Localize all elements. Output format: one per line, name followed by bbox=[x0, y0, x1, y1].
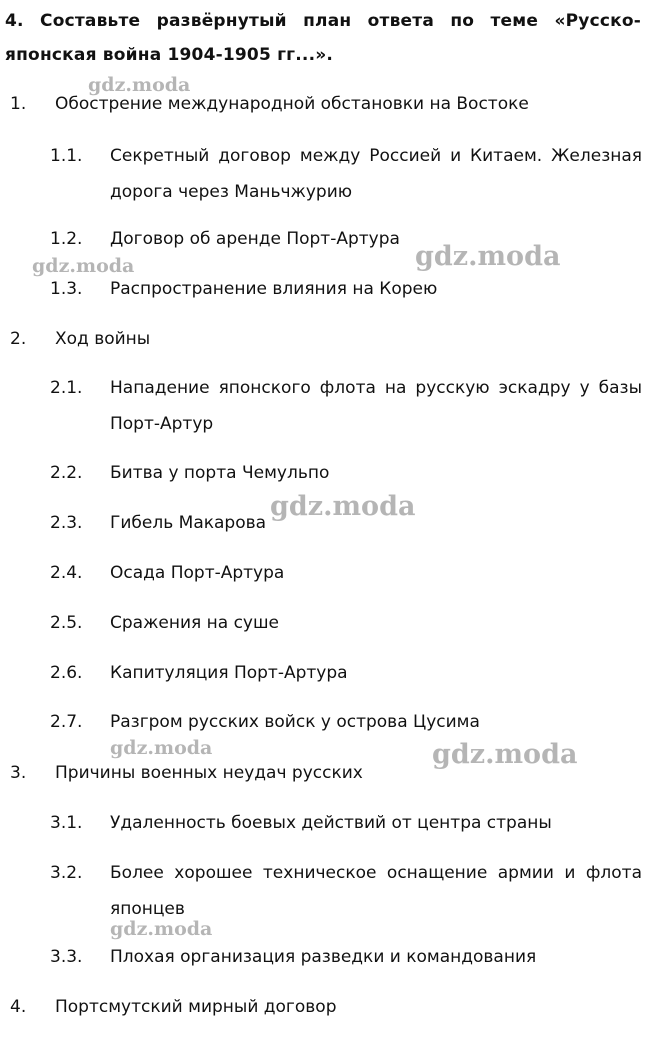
item-3-3 bbox=[0, 939, 646, 975]
item-2-6-number: 2.6. bbox=[50, 663, 83, 683]
item-3-2-number: 3.2. bbox=[50, 863, 83, 883]
item-2-2-number: 2.2. bbox=[50, 463, 83, 483]
section-4-label: Портсмутский мирный договор bbox=[55, 997, 337, 1017]
section-3-number: 3. bbox=[10, 763, 27, 783]
item-2-5-number: 2.5. bbox=[50, 613, 83, 633]
item-2-3-number: 2.3. bbox=[50, 513, 83, 533]
watermark: gdz.moda bbox=[110, 918, 213, 940]
item-1-1 bbox=[0, 138, 646, 210]
item-2-5 bbox=[0, 605, 646, 641]
item-3-1-label: Удаленность боевых действий от центра страны bbox=[110, 813, 552, 833]
item-2-6-label: Капитуляция Порт-Артура bbox=[110, 663, 348, 683]
item-2-3-label: Гибель Макарова bbox=[110, 513, 267, 533]
item-2-4-number: 2.4. bbox=[50, 563, 83, 583]
item-2-4-label: Осада Порт-Артура bbox=[110, 563, 285, 583]
item-2-2-label: Битва у порта Чемульпо bbox=[110, 463, 330, 483]
item-2-1 bbox=[0, 370, 646, 442]
page-title: 4. Составьте развёрнутый план ответа по теме «Русско-японская война 1904-1905 гг...». bbox=[5, 11, 641, 65]
section-1-label: Обострение международной обстановки на Востоке bbox=[55, 94, 529, 114]
watermark: gdz.moda bbox=[32, 255, 135, 277]
item-2-4 bbox=[0, 555, 646, 591]
item-2-7 bbox=[0, 704, 646, 740]
section-4-number: 4. bbox=[10, 997, 27, 1017]
item-3-2 bbox=[0, 855, 646, 927]
item-2-5-label: Сражения на суше bbox=[110, 613, 280, 633]
watermark: gdz.moda bbox=[415, 241, 561, 272]
item-2-7-label: Разгром русских войск у острова Цусима bbox=[110, 712, 480, 732]
item-3-1 bbox=[0, 805, 646, 841]
section-1 bbox=[0, 86, 646, 122]
section-2-number: 2. bbox=[10, 329, 27, 349]
item-1-3-label: Распространение влияния на Корею bbox=[110, 279, 438, 299]
item-3-1-number: 3.1. bbox=[50, 813, 83, 833]
item-2-1-label: Нападение японского флота на русскую эскадру у базы Порт-Артур bbox=[110, 378, 642, 434]
item-1-1-number: 1.1. bbox=[50, 146, 83, 166]
section-2-label: Ход войны bbox=[55, 329, 151, 349]
item-1-2 bbox=[0, 221, 646, 257]
item-1-1-label: Секретный договор между Россией и Китаем. Железная дорога через Маньчжурию bbox=[110, 146, 642, 202]
item-2-3 bbox=[0, 505, 646, 541]
item-3-3-number: 3.3. bbox=[50, 947, 83, 967]
section-4 bbox=[0, 989, 646, 1025]
item-1-3 bbox=[0, 271, 646, 307]
item-2-2 bbox=[0, 455, 646, 491]
section-2 bbox=[0, 321, 646, 357]
section-1-number: 1. bbox=[10, 94, 27, 114]
watermark: gdz.moda bbox=[110, 737, 213, 759]
item-2-7-number: 2.7. bbox=[50, 712, 83, 732]
item-2-6 bbox=[0, 655, 646, 691]
watermark: gdz.moda bbox=[432, 739, 578, 770]
item-1-3-number: 1.3. bbox=[50, 279, 83, 299]
section-3-label: Причины военных неудач русских bbox=[55, 763, 363, 783]
item-3-2-label: Более хорошее техническое оснащение армии и флота японцев bbox=[110, 863, 642, 919]
item-1-2-number: 1.2. bbox=[50, 229, 83, 249]
item-1-2-label: Договор об аренде Порт-Артура bbox=[110, 229, 400, 249]
item-2-1-number: 2.1. bbox=[50, 378, 83, 398]
watermark: gdz.moda bbox=[270, 491, 416, 522]
item-3-3-label: Плохая организация разведки и командования bbox=[110, 947, 537, 967]
section-3 bbox=[0, 755, 646, 791]
watermark: gdz.moda bbox=[88, 74, 191, 96]
